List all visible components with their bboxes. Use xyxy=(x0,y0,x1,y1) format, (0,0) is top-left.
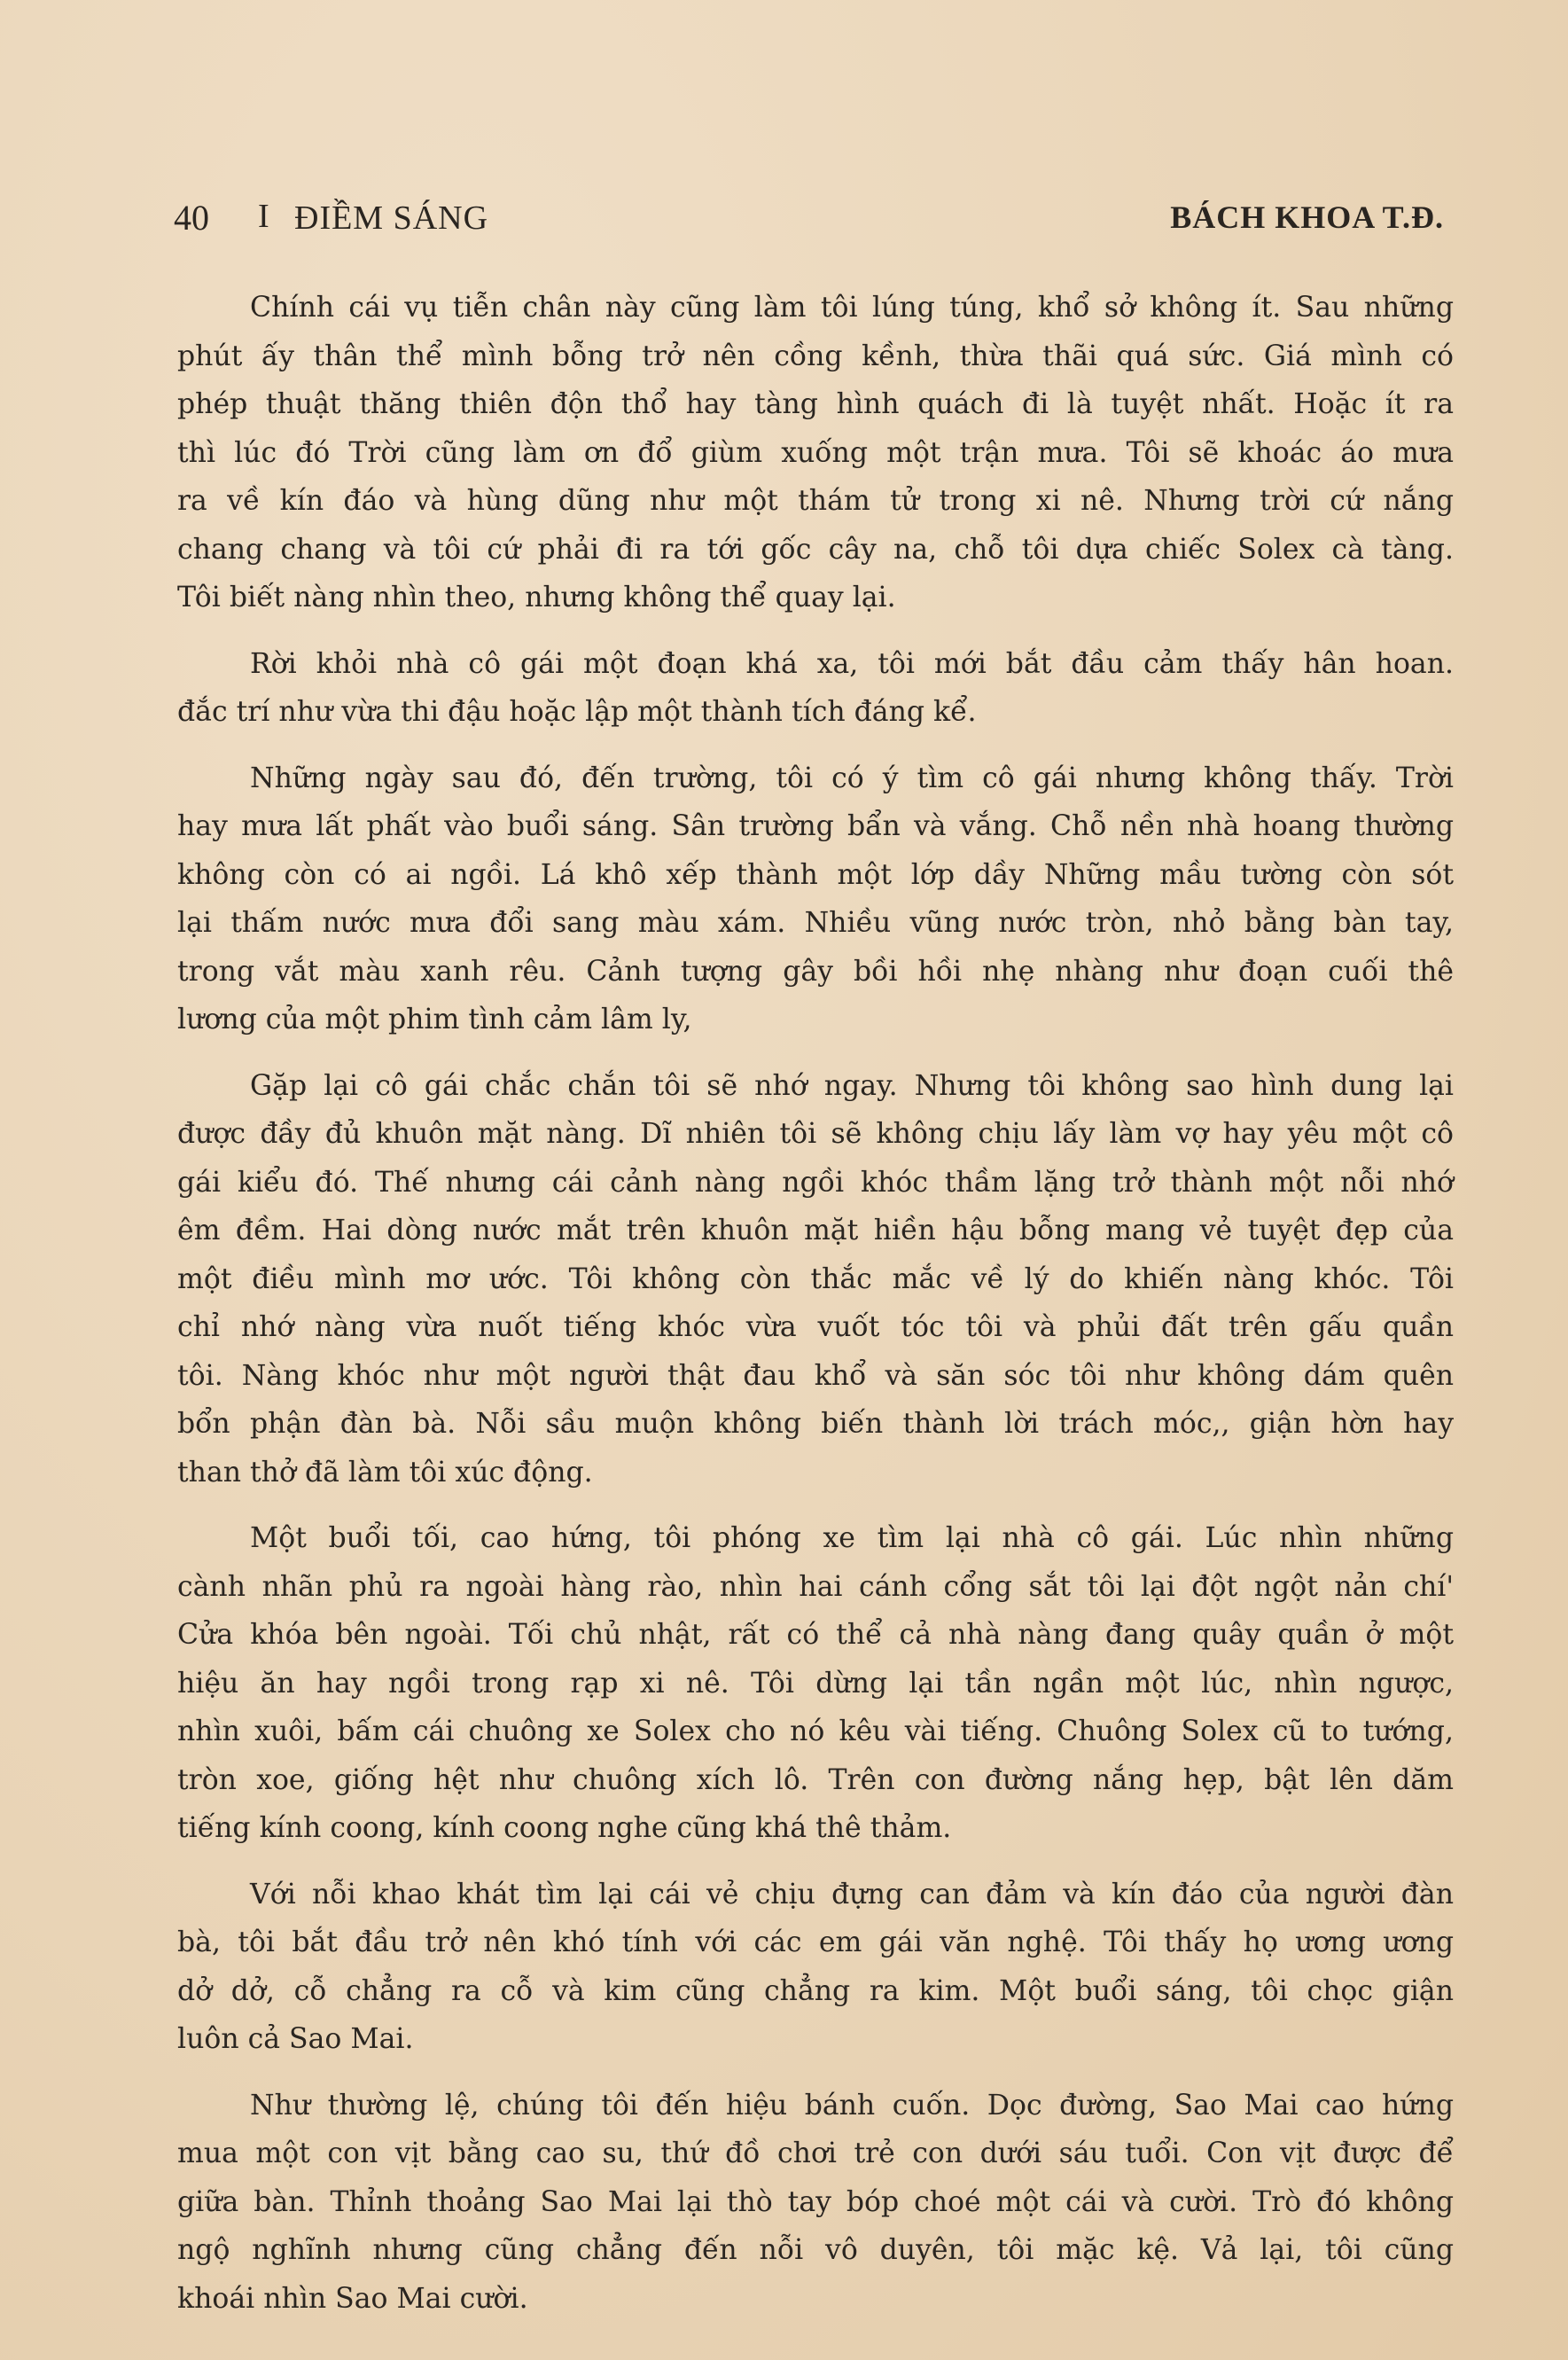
text-line: tiếng kính coong, kính coong nghe cũng khá thê thảm. xyxy=(177,1812,952,1844)
text-line: lại thấm nước mưa đổi sang màu xám. Nhiều vũng nước tròn, nhỏ bằng bàn tay, xyxy=(177,907,1454,939)
text-line: Chính cái vụ tiễn chân này cũng làm tôi lúng túng, khổ sở không ít. Sau những xyxy=(250,292,1454,324)
text-line: mua một con vịt bằng cao su, thứ đồ chơi trẻ con dưới sáu tuổi. Con vịt được để xyxy=(177,2137,1454,2169)
text-line: lương của một phim tình cảm lâm ly, xyxy=(177,1004,692,1035)
text-line: ra về kín đáo và hùng dũng như một thám tử trong xi nê. Nhưng trời cứ nắng xyxy=(177,485,1454,517)
text-line: thì lúc đó Trời cũng làm ơn đổ giùm xuống một trận mưa. Tôi sẽ khoác áo mưa xyxy=(177,436,1454,469)
text-line: gái kiểu đó. Thế nhưng cái cảnh nàng ngồi khóc thầm lặng trở thành một nỗi nhớ xyxy=(177,1166,1454,1199)
text-line: ngộ nghĩnh nhưng cũng chẳng đến nỗi vô duyên, tôi mặc kệ. Vả lại, tôi cũng xyxy=(177,2234,1454,2266)
paragraph xyxy=(177,640,1454,737)
text-line: giữa bàn. Thỉnh thoảng Sao Mai lại thò tay bóp choé một cái và cười. Trò đó không xyxy=(177,2185,1454,2218)
text-line: phép thuật thăng thiên độn thổ hay tàng hình quách đi là tuyệt nhất. Hoặc ít ra xyxy=(177,388,1454,420)
text-line: khoái nhìn Sao Mai cười. xyxy=(177,2282,528,2315)
text-line: hiệu ăn hay ngồi trong rạp xi nê. Tôi dừng lại tần ngần một lúc, nhìn ngược, xyxy=(177,1667,1454,1700)
text-line: tròn xoe, giống hệt như chuông xích lô. Trên con đường nắng hẹp, bật lên dăm xyxy=(177,1763,1454,1796)
text-line: bổn phận đàn bà. Nỗi sầu muộn không biến thành lời trách móc,, giận hờn hay xyxy=(177,1408,1454,1440)
text-line: trong vắt màu xanh rêu. Cảnh tượng gây bồi hồi nhẹ nhàng như đoạn cuối thê xyxy=(177,955,1454,988)
section-title: ĐIỀM SÁNG xyxy=(294,199,489,237)
text-line: Với nỗi khao khát tìm lại cái vẻ chịu đựng can đảm và kín đáo của người đàn xyxy=(250,1878,1454,1911)
paragraph xyxy=(177,1062,1454,1497)
text-line: Như thường lệ, chúng tôi đến hiệu bánh cuốn. Dọc đường, Sao Mai cao hứng xyxy=(250,2089,1454,2122)
text-line: nhìn xuôi, bấm cái chuông xe Solex cho nó kêu vài tiếng. Chuông Solex cũ to tướng, xyxy=(177,1715,1454,1747)
text-line: Cửa khóa bên ngoài. Tối chủ nhật, rất có thể cả nhà nàng đang quây quần ở một xyxy=(177,1619,1454,1651)
text-line: bà, tôi bắt đầu trở nên khó tính với các em gái văn nghệ. Tôi thấy họ ương ương xyxy=(177,1926,1454,1958)
text-line: êm đềm. Hai dòng nước mắt trên khuôn mặt hiền hậu bỗng mang vẻ tuyệt đẹp của xyxy=(177,1215,1454,1246)
text-line: được đầy đủ khuôn mặt nàng. Dĩ nhiên tôi sẽ không chịu lấy làm vợ hay yêu một cô xyxy=(177,1118,1454,1150)
text-line: hay mưa lất phất vào buổi sáng. Sân trường bẩn và vắng. Chỗ nền nhà hoang thường xyxy=(177,810,1454,842)
header-separator: I xyxy=(258,198,269,235)
text-line: tôi. Nàng khóc như một người thật đau khổ và săn sóc tôi như không dám quên xyxy=(177,1359,1454,1392)
page-number: 40 xyxy=(174,198,209,238)
paragraph xyxy=(177,1514,1454,1853)
text-line: chang chang và tôi cứ phải đi ra tới gốc cây na, chỗ tôi dựa chiếc Solex cà tàng. xyxy=(177,533,1454,566)
text-line: cành nhãn phủ ra ngoài hàng rào, nhìn hai cánh cổng sắt tôi lại đột ngột nản chí' xyxy=(177,1570,1454,1603)
text-line: không còn có ai ngồi. Lá khô xếp thành một lớp dầy Những mầu tường còn sót xyxy=(177,858,1454,891)
text-line: Gặp lại cô gái chắc chắn tôi sẽ nhớ ngay. Nhưng tôi không sao hình dung lại xyxy=(250,1069,1454,1102)
text-line: luôn cả Sao Mai. xyxy=(177,2023,414,2055)
text-line: Những ngày sau đó, đến trường, tôi có ý tìm cô gái nhưng không thấy. Trời xyxy=(250,762,1454,794)
text-line: một điều mình mơ ước. Tôi không còn thắc mắc về lý do khiến nàng khóc. Tôi xyxy=(177,1262,1454,1295)
paragraph xyxy=(177,2082,1454,2324)
text-line: Rời khỏi nhà cô gái một đoạn khá xa, tôi mới bắt đầu cảm thấy hân hoan. xyxy=(250,647,1454,680)
paragraph xyxy=(177,754,1454,1044)
page-header xyxy=(174,197,1444,250)
text-line: Một buổi tối, cao hứng, tôi phóng xe tìm lại nhà cô gái. Lúc nhìn những xyxy=(250,1522,1454,1554)
paragraph xyxy=(177,1871,1454,2064)
paragraph xyxy=(177,284,1454,622)
text-line: dở dở, cỗ chẳng ra cỗ và kim cũng chẳng ra kim. Một buổi sáng, tôi chọc giận xyxy=(177,1974,1454,2007)
text-line: đắc trí như vừa thi đậu hoặc lập một thành tích đáng kể. xyxy=(177,696,977,728)
body-text xyxy=(177,284,1454,2340)
text-line: chỉ nhớ nàng vừa nuốt tiếng khóc vừa vuốt tóc tôi và phủi đất trên gấu quần xyxy=(177,1311,1454,1343)
journal-title: BÁCH KHOA T.Đ. xyxy=(1170,199,1444,235)
text-line: Tôi biết nàng nhìn theo, nhưng không thể quay lại. xyxy=(177,582,896,613)
text-line: than thở đã làm tôi xúc động. xyxy=(177,1456,593,1489)
text-line: phút ấy thân thể mình bỗng trở nên cồng kềnh, thừa thãi quá sức. Giá mình có xyxy=(177,340,1454,372)
